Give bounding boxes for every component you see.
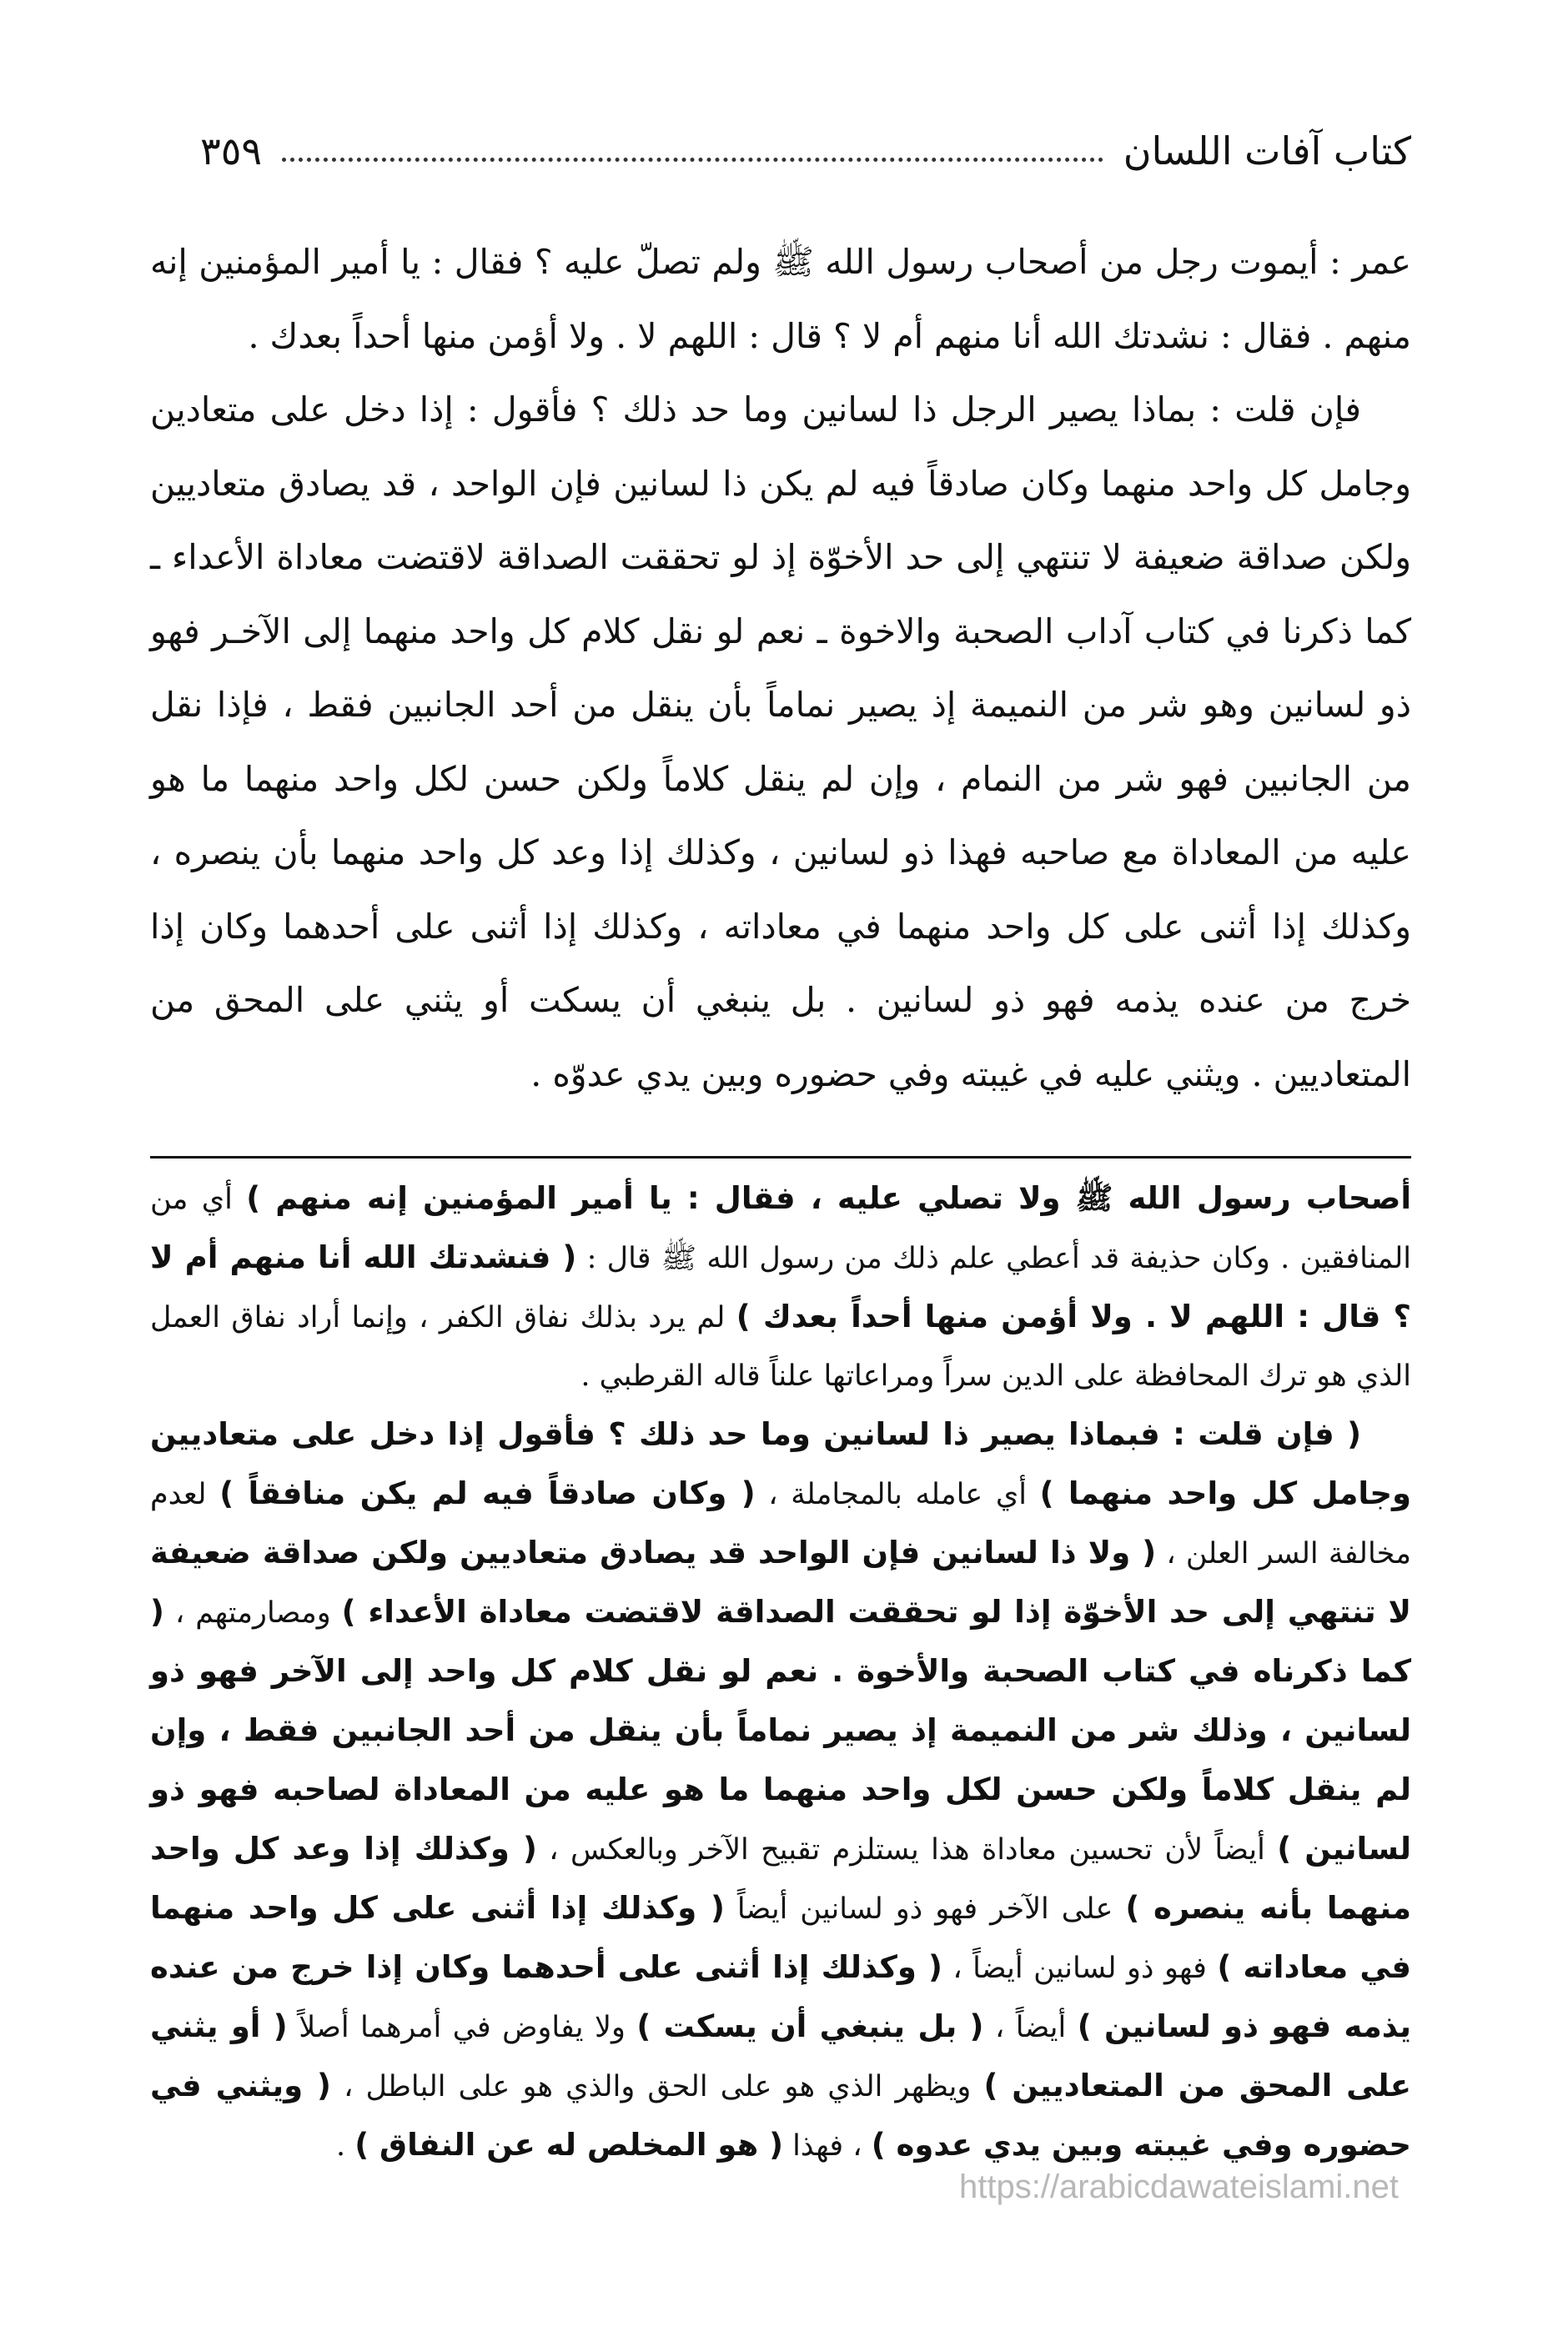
commentary-explanation-text: لم يرد بذلك نفاق الكفر ، وإنما أراد نفاق العمل الذي هو ترك المحافظة على الدين سراً ومراعاتها علناً قاله القرطبي . xyxy=(150,1301,1411,1393)
commentary-explanation-text: أي عامله بالمجاملة ، xyxy=(755,1478,1040,1511)
main-paragraph-2: فإن قلت : بماذا يصير الرجل ذا لسانين وما حد ذلك ؟ فأقول : إذا دخل على متعادين وجامل كل واحد منهما وكان صادقاً فيه لم يكن ذا لسانين فإن الواحد ، قد يصادق متعاديين ولكن صداقة ضعيفة لا تنتهي إلى حد الأخوّة إذ لو تحققت الصداقة لاقتضت معاداة الأعداء ـ كما ذكرنا في كتاب آداب الصحبة والاخوة ـ نعم لو نقل كلام كل واحد منهما إلى الآخـر فهو ذو لسانين وهو شر من النميمة إذ يصير نماماً بأن ينقل من أحد الجانبين فقط ، فإذا نقل من الجانبين فهو شر من النمام ، وإن لم ينقل كلاماً ولكن حسن لكل واحد منهما ما هو عليه من المعاداة مع صاحبه فهذا ذو لسانين ، وكذلك إذا وعد كل واحد منهما بأن ينصره ، وكذلك إذا أثنى على كل واحد منهما في معاداته ، وكذلك إذا أثنى على أحدهما وكان إذا خرج من عنده يذمه فهو ذو لسانين . بل ينبغي أن يسكت أو يثني على المحق من المتعاديين . ويثني عليه في غيبته وفي حضوره وبين يدي عدوّه . xyxy=(150,390,1411,1094)
commentary-quoted-text: ( ولا ذا لسانين فإن الواحد قد يصادق متعاديين ولكن صداقة ضعيفة لا تنتهي إلى حد الأخوّة إذا لو تحققت الصداقة لاقتضت معاداة الأعداء ) xyxy=(150,1535,1411,1630)
commentary-explanation-text: أيضاً ، xyxy=(983,2011,1078,2044)
commentary-paragraph-2 xyxy=(150,1405,1411,2175)
commentary-quoted-text: ( كما ذكرناه في كتاب الصحبة والأخوة . نعم لو نقل كلام كل واحد إلى الآخر فهو ذو لسانين ، وذلك شر من النميمة إذ يصير نماماً بأن ينقل من أحد الجانبين فقط ، وإن لم ينقل كلاماً ولكن حسن لكل واحد منهما ما هو عليه من المعاداة لصاحبه فهو ذو لسانين ) xyxy=(150,1594,1411,1867)
commentary-quoted-text: ( وكان صادقاً فيه لم يكن منافقاً ) xyxy=(219,1475,756,1511)
header-title: كتاب آفات اللسان xyxy=(1123,128,1411,173)
commentary-quoted-text: ( وكذلك إذا أثنى على أحدهما وكان إذا خرج من عنده يذمه فهو ذو لسانين ) xyxy=(150,1949,1412,2044)
commentary-quoted-text: ( هو المخلص له عن النفاق ) xyxy=(354,2127,784,2163)
commentary-quoted-text: ( ويثني في حضوره وفي غيبته وبين يدي عدوه ) xyxy=(150,2068,1411,2163)
main-paragraph-1: عمر : أيموت رجل من أصحاب رسول الله ﷺ ولم تصلّ عليه ؟ فقال : يا أمير المؤمنين إنه منهم . فقال : نشدتك الله أنا منهم أم لا ؟ قال : اللهم لا . ولا أؤمن منها أحداً بعدك . xyxy=(150,242,1411,356)
commentary-explanation-text: لعدم مخالفة السر العلن ، xyxy=(150,1478,1411,1571)
header-leader-dots xyxy=(282,157,1103,162)
footnote-divider xyxy=(150,1156,1411,1158)
commentary xyxy=(150,1169,1411,2175)
main-text xyxy=(150,225,1411,1111)
commentary-quoted-text: ( بل ينبغي أن يسكت ) xyxy=(636,2008,984,2044)
commentary-explanation-text: أي من المنافقين . وكان حذيفة قد أعطي علم ذلك من رسول الله ﷺ قال : xyxy=(150,1183,1411,1275)
commentary-quoted-text: ( فنشدتك الله أنا منهم أم لا ؟ قال : اللهم لا . ولا أؤمن منها أحداً بعدك ) xyxy=(150,1239,1412,1334)
commentary-explanation-text: . xyxy=(336,2129,355,2163)
commentary-explanation-text: على الآخر فهو ذو لسانين أيضاً xyxy=(724,1892,1126,1926)
commentary-paragraph-1 xyxy=(150,1169,1411,1405)
commentary-explanation-text: ويظهر الذي هو على الحق والذي هو على الباطل ، xyxy=(330,2070,984,2103)
page-number: ٣٥٩ xyxy=(200,128,263,173)
commentary-explanation-text: ، فهذا xyxy=(783,2129,872,2163)
commentary-explanation-text: أيضاً لأن تحسين معاداة هذا يستلزم تقبيح الآخر وبالعكس ، xyxy=(536,1833,1278,1867)
commentary-quoted-text: ( أو يثني على المحق من المتعاديين ) xyxy=(150,2008,1411,2103)
commentary-explanation-text: ومصارمتهم ، xyxy=(163,1596,342,1630)
commentary-explanation-text: ولا يفاوض في أمرهما أصلاً xyxy=(287,2011,637,2044)
watermark-url: https://arabicdawateislami.net xyxy=(959,2169,1399,2205)
commentary-quoted-text: ( فإن قلت : فبماذا يصير ذا لسانين وما حد ذلك ؟ فأقول إذا دخل على متعاديين وجامل كل واحد منهما ) xyxy=(150,1416,1411,1511)
running-header xyxy=(200,123,1411,173)
commentary-explanation-text: فهو ذو لسانين أيضاً ، xyxy=(942,1952,1218,1985)
commentary-quoted-text: أصحاب رسول الله ﷺ ولا تصلي عليه ، فقال : يا أمير المؤمنين إنه منهم ) xyxy=(246,1180,1412,1216)
commentary-quoted-text: ( وكذلك إذا وعد كل واحد منهما بأنه ينصره ) xyxy=(150,1831,1411,1926)
commentary-quoted-text: ( وكذلك إذا أثنى على كل واحد منهما في معاداته ) xyxy=(150,1890,1411,1985)
